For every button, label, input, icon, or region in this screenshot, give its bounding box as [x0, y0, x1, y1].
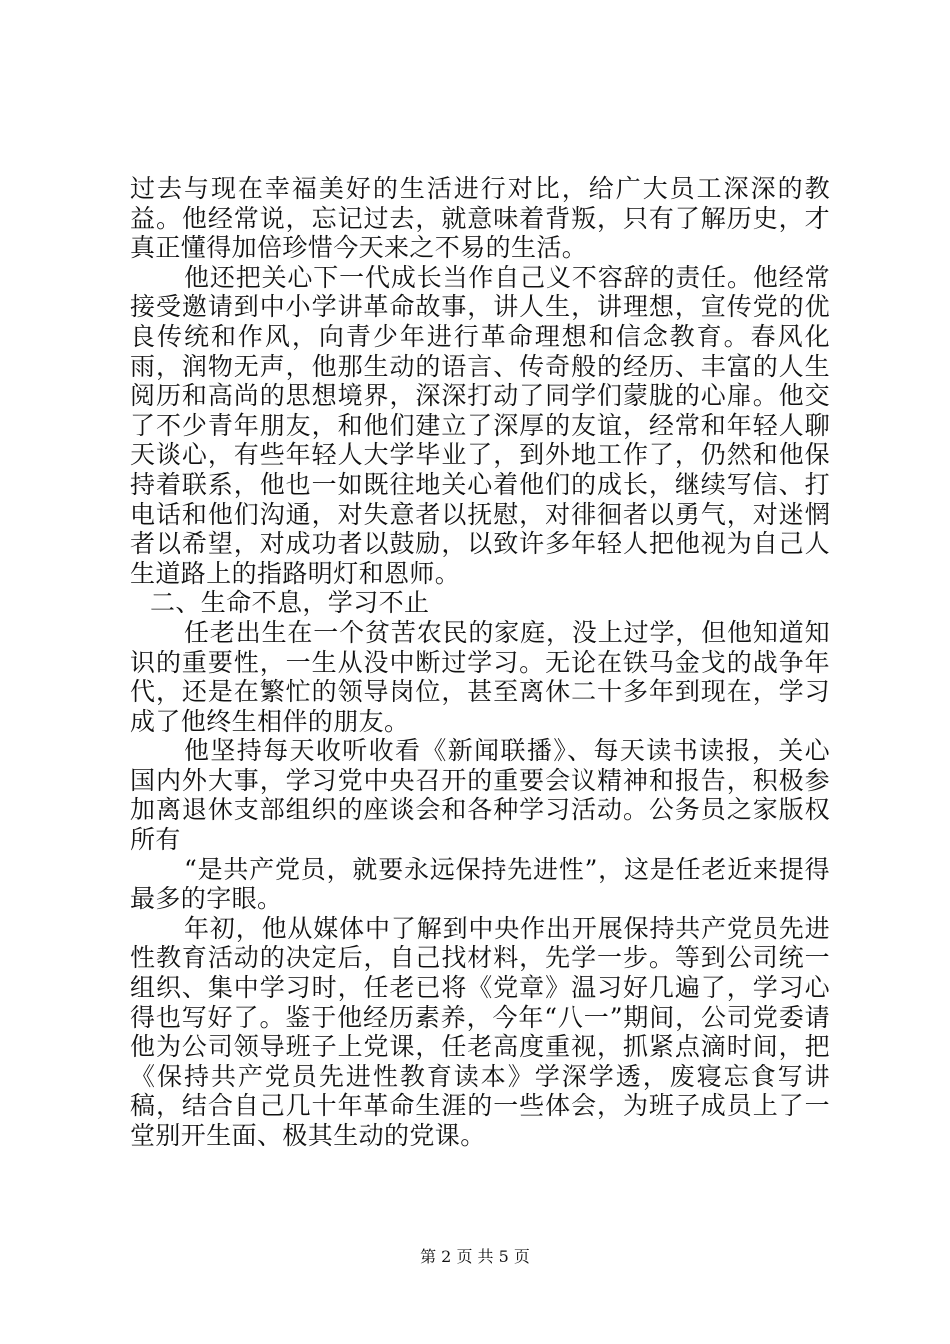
paragraph-background: 任老出生在一个贫苦农民的家庭，没上过学，但他知道知识的重要性，一生从没中断过学习。无论在铁马金戈的战争年代，还是在繁忙的领导岗位，甚至离休二十多年到现在，学习成了他终生相伴的朋友。	[130, 617, 830, 736]
paragraph-party-lesson: 年初，他从媒体中了解到中央作出开展保持共产党员先进性教育活动的决定后，自己找材料，先学一步。等到公司统一组织、集中学习时，任老已将《党章》温习好几遍了，学习心得也写好了。鉴于他经历素养，今年“八一”期间，公司党委请他为公司领导班子上党课，任老高度重视，抓紧点滴时间，把《保持共产党员先进性教育读本》学深学透，废寝忘食写讲稿，结合自己几十年革命生涯的一些体会，为班子成员上了一堂别开生面、极其生动的党课。	[130, 913, 830, 1150]
section-heading-study: 二、生命不息，学习不止	[150, 588, 430, 618]
document-body	[130, 174, 830, 1151]
paragraph-next-generation: 他还把关心下一代成长当作自己义不容辞的责任。他经常接受邀请到中小学讲革命故事，讲人生，讲理想，宣传党的优良传统和作风，向青少年进行革命理想和信念教育。春风化雨，润物无声，他那生动的语言、传奇般的经历、丰富的人生阅历和高尚的思想境界，深深打动了同学们蒙胧的心扉。他交了不少青年朋友，和他们建立了深厚的友谊，经常和年轻人聊天谈心，有些年轻人大学毕业了，到外地工作了，仍然和他保持着联系，他也一如既往地关心着他们的成长，继续写信、打电话和他们沟通，对失意者以抚慰，对徘徊者以勇气，对迷惘者以希望，对成功者以鼓励，以致许多年轻人把他视为自己人生道路上的指路明灯和恩师。	[130, 262, 830, 588]
page-footer	[0, 1244, 950, 1267]
paragraph-quote: “是共产党员，就要永远保持先进性”，这是任老近来提得最多的字眼。	[130, 854, 830, 914]
page-number-label: 第 2 页 共 5 页	[420, 1247, 530, 1266]
paragraph-daily-study: 他坚持每天收听收看《新闻联播》、每天读书读报，关心国内外大事，学习党中央召开的重要会议精神和报告，积极参加离退休支部组织的座谈会和各种学习活动。公务员之家版权所有	[130, 736, 830, 855]
paragraph-continuation: 过去与现在幸福美好的生活进行对比，给广大员工深深的教益。他经常说，忘记过去，就意味着背叛，只有了解历史，才真正懂得加倍珍惜今天来之不易的生活。	[130, 174, 830, 263]
